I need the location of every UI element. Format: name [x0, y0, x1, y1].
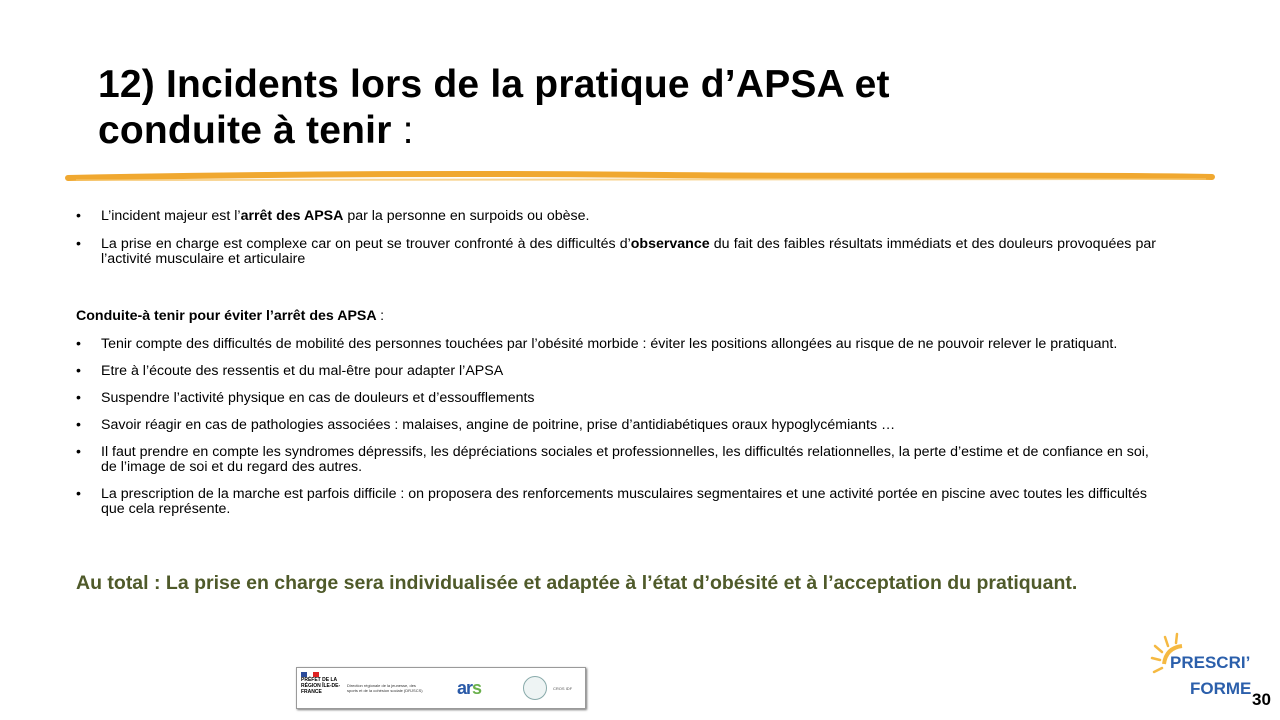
list-item: • Etre à l’écoute des ressentis et du mal-être pour adapter l’APSA: [76, 364, 1156, 379]
prescriforme-logo: [1150, 632, 1252, 707]
intro-bullet-2: [76, 237, 1156, 267]
list-item: • Il faut prendre en compte les syndromes dépressifs, les dépréciations sociales et professionnelles, les difficultés relationnelles, la perte d’estime et de confiance en soi, de l’image de soi et du regard des autres.: [76, 445, 1156, 475]
title-line-1: 12) Incidents lors de la pratique d’APSA et: [98, 63, 890, 106]
svg-text:PRESCRI’: PRESCRI’: [1170, 653, 1251, 672]
list-item: • Tenir compte des difficultés de mobilité des personnes touchées par l’obésité morbide : éviter les positions allongées au risque de ne pouvoir relever le pratiquant.: [76, 337, 1156, 352]
list-item: • La prescription de la marche est parfois difficile : on proposera des renforcements musculaires segmentaires et une activité portée en piscine avec toutes les difficultés que cela représente.: [76, 487, 1156, 517]
title-line-2-text: conduite à tenir: [98, 109, 392, 152]
seal-logo-icon: [523, 676, 547, 700]
bullet-text: • L’incident majeur est l’arrêt des APSA par la personne en surpoids ou obèse.: [76, 209, 1156, 224]
small-logo-text: CROS IDF: [553, 685, 573, 691]
conduite-heading: Conduite-à tenir pour éviter l’arrêt des APSA :: [76, 308, 385, 324]
intro-bullet-1: [76, 209, 1156, 224]
list-item: • Savoir réagir en cas de pathologies associées : malaises, angine de poitrine, prise d’antidiabétiques oraux hypoglycémiants …: [76, 418, 1156, 433]
conduite-list: [76, 337, 1156, 529]
drjscs-text: Direction régionale de la jeunesse, des sports et de la cohésion sociale (DRJSCS): [347, 683, 423, 693]
ars-logo: ars: [457, 677, 482, 698]
page-number: 30: [1252, 690, 1271, 709]
prefet-text: PRÉFET DE LA RÉGION ÎLE-DE-FRANCE: [301, 677, 341, 695]
partner-logos-banner: [296, 667, 586, 709]
total-summary: Au total : La prise en charge sera individualisée et adaptée à l’état d’obésité et à l’acceptation du pratiquant.: [76, 572, 1078, 594]
list-item: • Suspendre l’activité physique en cas de douleurs et d’essoufflements: [76, 391, 1156, 406]
svg-text:FORME: FORME: [1190, 679, 1252, 698]
slide-title: [98, 62, 1098, 154]
title-colon: :: [402, 109, 414, 152]
prefet-logo: [301, 672, 343, 704]
orange-brush-divider: [66, 168, 1216, 184]
bullet-text: • La prise en charge est complexe car on peut se trouver confronté à des difficultés d’observance du fait des faibles résultats immédiats et des douleurs provoquées par l’activité musculaire et articulaire: [76, 237, 1156, 267]
title-line-2: [98, 108, 1098, 154]
